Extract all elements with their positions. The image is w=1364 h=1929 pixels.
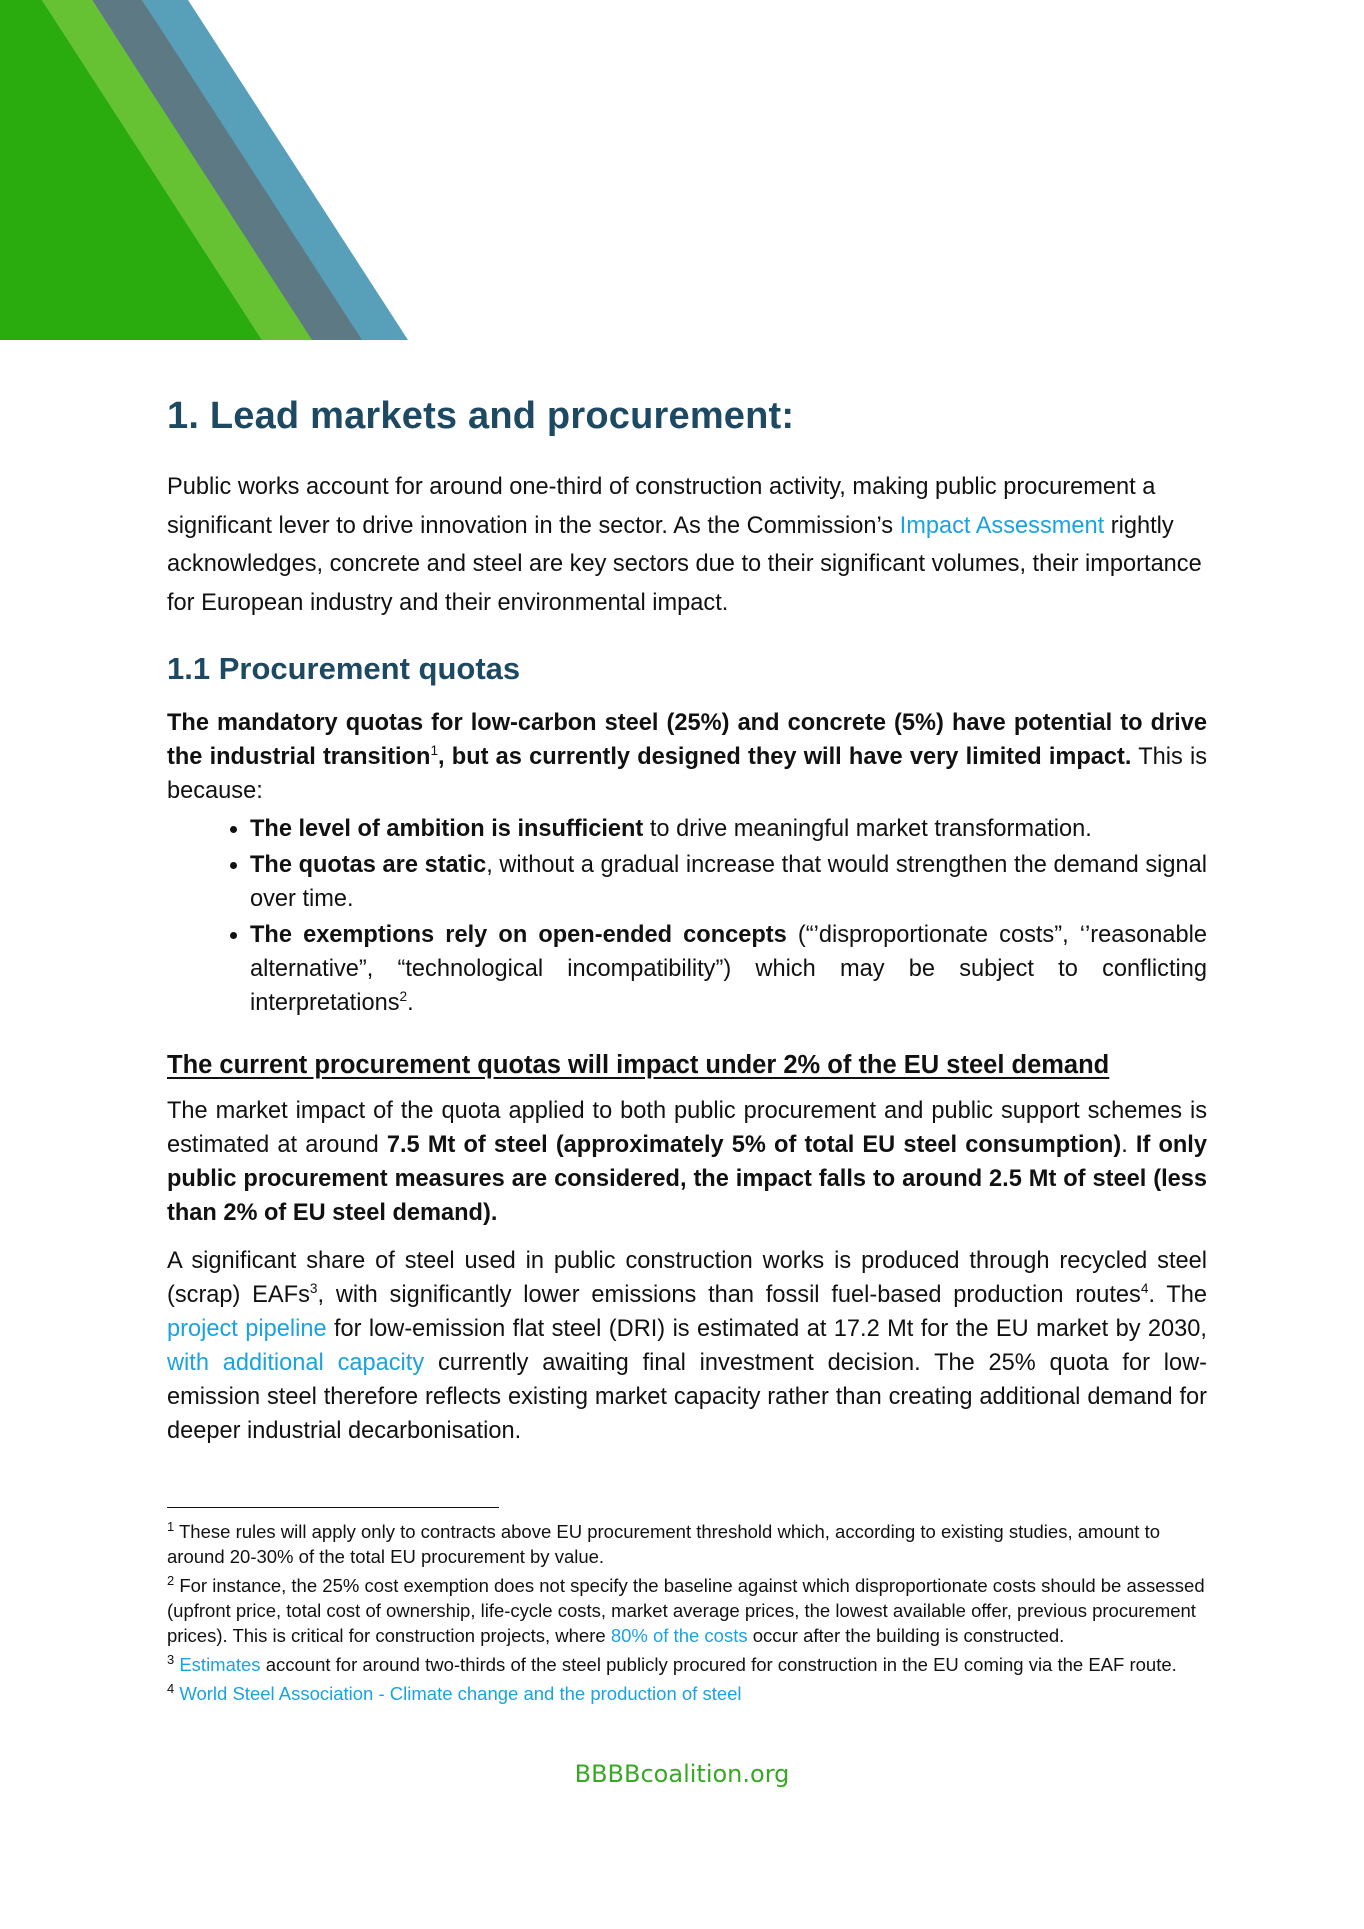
steel-share-paragraph (167, 1244, 1207, 1448)
bullet-bold: The level of ambition is insufficient (250, 816, 644, 842)
share-text-5: currently awaiting final investment decision. The 25% quota for low-emission steel therefore reflects existing market capacity rather than creating additional demand for deeper industrial decarbonisation. (167, 1350, 1207, 1444)
share-text-1: A significant share of steel used in public construction works is produced through recycled steel (scrap) EAFs (167, 1248, 1207, 1308)
footnote-2 (167, 1573, 1207, 1648)
main-heading: 1. Lead markets and procurement: (167, 395, 795, 437)
bullet-text: , without a gradual increase that would strengthen the demand signal over time. (250, 852, 1207, 912)
footnotes (167, 1519, 1207, 1710)
reasons-list (167, 812, 1207, 1020)
share-text-4: for low-emission flat steel (DRI) is estimated at 17.2 Mt for the EU market by 2030, (326, 1316, 1207, 1342)
footnote-text: For instance, the 25% cost exemption does not specify the baseline against which disproportionate costs should be assessed (upfront price, total cost of ownership, life-cycle costs, market average prices, the lowest available offer, previous procurement prices). This is critical for construction projects, where (167, 1575, 1205, 1646)
quota-text: This is because: (167, 744, 1207, 804)
impact-assessment-link[interactable]: Impact Assessment (899, 512, 1105, 539)
list-item (250, 918, 1207, 1020)
footnote-text-end: occur after the building is constructed. (747, 1625, 1065, 1646)
market-bold-1: 7.5 Mt of steel (approximately 5% of total EU steel consumption) (386, 1132, 1122, 1158)
world-steel-link[interactable]: World Steel Association - Climate change and the production of steel (179, 1683, 742, 1704)
main-content (167, 388, 1207, 1448)
project-pipeline-link[interactable]: project pipeline (167, 1316, 327, 1342)
footnote-number: 4 (167, 1680, 175, 1696)
market-impact-paragraph (167, 1094, 1207, 1230)
footnote-number: 3 (167, 1651, 175, 1667)
subheading-procurement-quotas: 1.1 Procurement quotas (167, 651, 521, 686)
footnote-text: These rules will apply only to contracts above EU procurement threshold which, according to existing studies, amount to around 20-30% of the total EU procurement by value. (167, 1521, 1161, 1567)
estimates-link[interactable]: Estimates (179, 1654, 261, 1675)
footnote-ref-4[interactable]: 4 (1140, 1281, 1149, 1297)
footnote-number: 1 (167, 1518, 175, 1534)
footnote-text: account for around two-thirds of the steel publicly procured for construction in the EU coming via the EAF route. (260, 1654, 1177, 1675)
market-bold-2: If only public procurement measures are considered, the impact falls to around 2.5 Mt of steel (less than 2% of EU steel demand). (167, 1132, 1207, 1226)
bullet-text: to drive meaningful market transformation. (643, 816, 1092, 842)
footnote-ref-1[interactable]: 1 (430, 743, 439, 759)
intro-paragraph (167, 468, 1207, 622)
costs-link[interactable]: 80% of the costs (610, 1625, 748, 1646)
bullet-tail: . (407, 990, 414, 1016)
bullet-bold: The exemptions rely on open-ended concepts (250, 922, 787, 948)
list-item (250, 812, 1207, 846)
corner-stripes-decoration (0, 0, 420, 345)
footnote-3 (167, 1652, 1207, 1677)
site-url[interactable]: BBBBcoalition.org (574, 1760, 790, 1788)
quota-bold-2: , but as currently designed they will have very limited impact. (438, 744, 1132, 770)
market-text-2: . (1121, 1132, 1136, 1158)
footnote-4 (167, 1681, 1207, 1706)
share-text-3: . The (1148, 1282, 1207, 1308)
footnote-1 (167, 1519, 1207, 1569)
quota-paragraph (167, 706, 1207, 808)
share-text-2: , with significantly lower emissions than fossil fuel-based production routes (317, 1282, 1141, 1308)
footnote-ref-3[interactable]: 3 (309, 1281, 318, 1297)
footnote-separator (167, 1507, 499, 1508)
intro-text-end: rightly acknowledges, concrete and steel are key sectors due to their significant volumes, their importance for European industry and their environmental impact. (167, 512, 1202, 616)
bullet-text: (“’disproportionate costs”, ‘’reasonable alternative”, “technological incompatibility”) which may be subject to conflicting interpretations (250, 922, 1207, 1016)
list-item (250, 848, 1207, 916)
bullet-bold: The quotas are static (250, 852, 487, 878)
additional-capacity-link[interactable]: with additional capacity (167, 1350, 425, 1376)
quota-bold-1: The mandatory quotas for low-carbon steel (25%) and concrete (5%) have potential to drive the industrial transition (167, 710, 1207, 770)
market-text-1: The market impact of the quota applied to both public procurement and public support schemes is estimated at around (167, 1098, 1207, 1158)
section-heading-steel-demand: The current procurement quotas will impact under 2% of the EU steel demand (167, 1051, 1110, 1079)
intro-text: Public works account for around one-third of construction activity, making public procurement a significant lever to drive innovation in the sector. As the Commission’s (167, 474, 1156, 539)
footnote-number: 2 (167, 1572, 175, 1588)
footnote-ref-2[interactable]: 2 (399, 989, 408, 1005)
